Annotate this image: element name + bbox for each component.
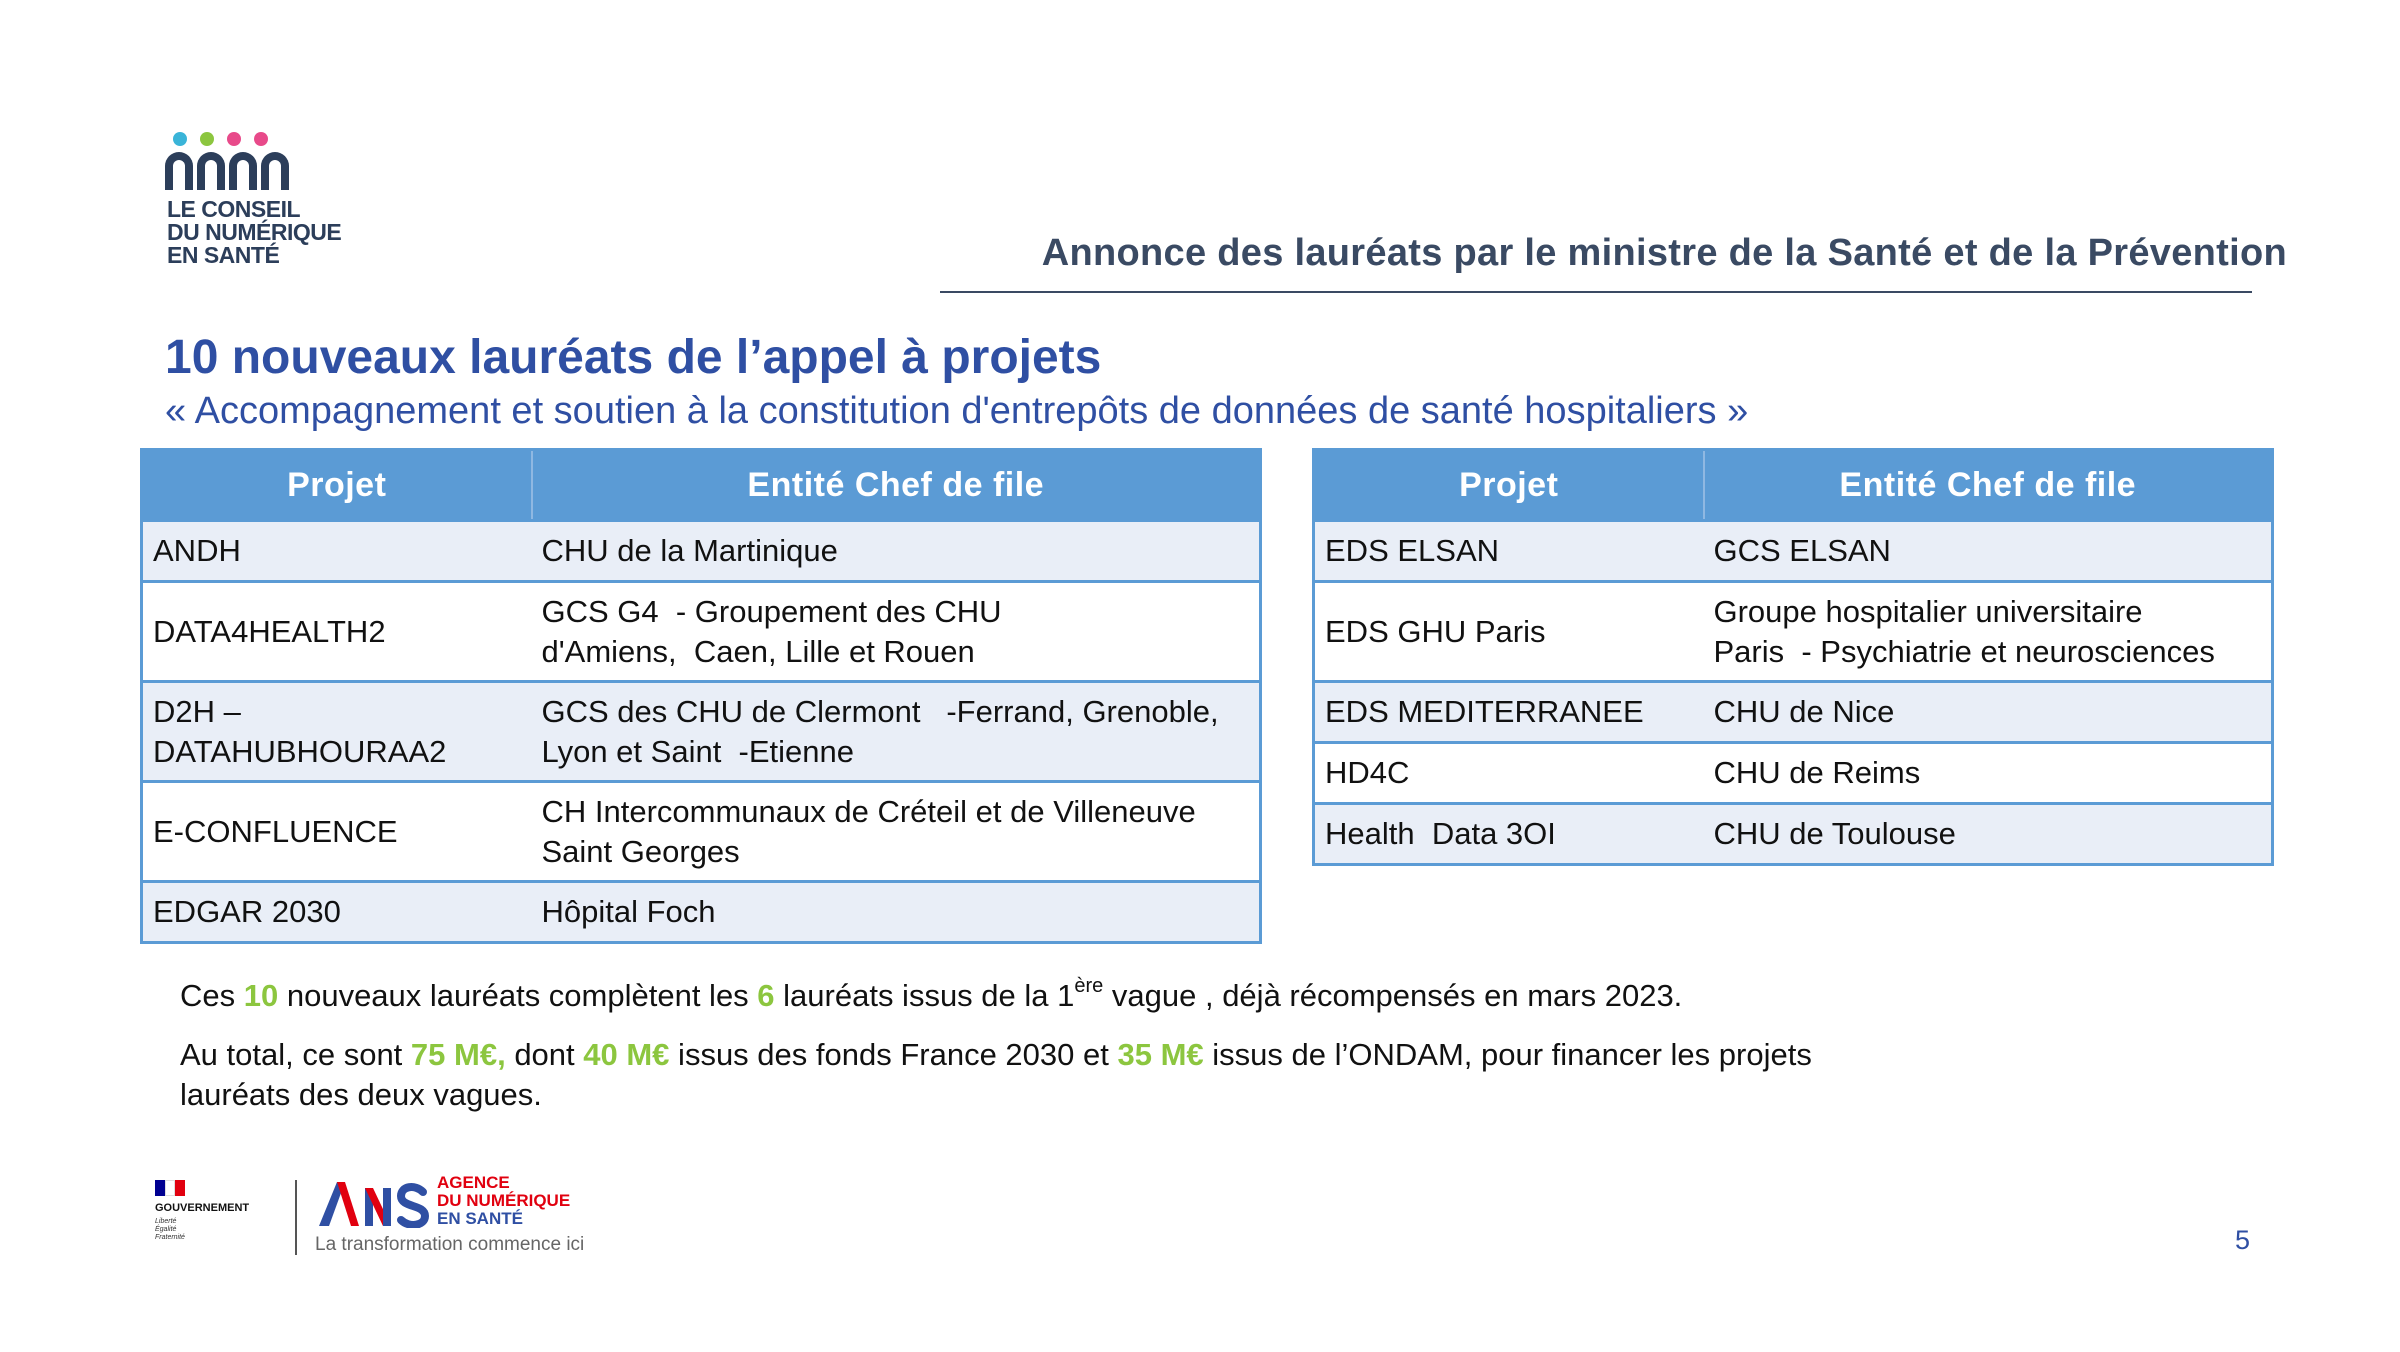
cell-projet: E-CONFLUENCE xyxy=(142,782,532,882)
cell-projet: DATA4HEALTH2 xyxy=(142,582,532,682)
logo-dot xyxy=(200,132,214,146)
gouvernement-logo: GOUVERNEMENT Liberté Égalité Fraternité xyxy=(155,1180,265,1250)
table-row xyxy=(1314,582,2273,682)
cell-entite: Groupe hospitalier universitaire Paris - Psychiatrie et neurosciences xyxy=(1704,582,2273,682)
cell-entite: CHU de Nice xyxy=(1704,682,2273,743)
table-row xyxy=(142,782,1261,882)
french-flag-icon xyxy=(155,1180,185,1196)
cell-projet: EDS GHU Paris xyxy=(1314,582,1704,682)
conseil-numerique-logo xyxy=(165,132,395,272)
cell-entite: CHU de Toulouse xyxy=(1704,804,2273,865)
logo-wordmark: LE CONSEIL DU NUMÉRIQUE EN SANTÉ xyxy=(167,196,342,268)
amount-highlight: 75 M€, xyxy=(410,1037,506,1072)
cell-projet: EDS MEDITERRANEE xyxy=(1314,682,1704,743)
logo-dot xyxy=(254,132,268,146)
column-header-projet: Projet xyxy=(1314,450,1704,521)
note-funding: Au total, ce sont 75 M€, dont 40 M€ issus des fonds France 2030 et 35 M€ issus de l’ONDAM, pour financer les projets lauréats des deux vagues. xyxy=(180,1037,1812,1112)
cell-entite: CH Intercommunaux de Créteil et de Villeneuve Saint Georges xyxy=(532,782,1261,882)
table-row xyxy=(1314,804,2273,865)
page-title: 10 nouveaux lauréats de l’appel à projets xyxy=(165,331,1102,384)
cell-projet: Health Data 3OI xyxy=(1314,804,1704,865)
cell-entite: Hôpital Foch xyxy=(532,882,1261,943)
cell-entite: GCS des CHU de Clermont -Ferrand, Grenoble, Lyon et Saint -Etienne xyxy=(532,682,1261,782)
count-highlight: 6 xyxy=(757,978,775,1013)
amount-highlight: 35 M€ xyxy=(1117,1037,1204,1072)
ans-logo xyxy=(315,1172,595,1262)
footer-logo-divider xyxy=(295,1180,297,1255)
cell-projet: D2H – DATAHUBHOURAA2 xyxy=(142,682,532,782)
cell-projet: EDS ELSAN xyxy=(1314,521,1704,582)
amount-highlight: 40 M€ xyxy=(583,1037,670,1072)
cell-entite: CHU de Reims xyxy=(1704,743,2273,804)
table-row xyxy=(142,882,1261,943)
table-header-row xyxy=(1314,450,2273,521)
header-title: Annonce des lauréats par le ministre de la Santé et de la Prévention xyxy=(1041,232,2287,274)
note-completion: Ces 10 nouveaux lauréats complètent les 6 lauréats issus de la 1ère vague , déjà récompensés en mars 2023. xyxy=(180,975,1683,1013)
table-row xyxy=(142,521,1261,582)
cell-entite: CHU de la Martinique xyxy=(532,521,1261,582)
cell-projet: HD4C xyxy=(1314,743,1704,804)
ans-mark-icon xyxy=(315,1178,433,1228)
ans-tagline: La transformation commence ici xyxy=(315,1234,585,1255)
laureats-table-right xyxy=(1312,448,2274,866)
table-row xyxy=(142,682,1261,782)
column-header-entite: Entité Chef de file xyxy=(1704,450,2273,521)
cell-projet: ANDH xyxy=(142,521,532,582)
table-row xyxy=(1314,743,2273,804)
table-row xyxy=(142,582,1261,682)
page-number: 5 xyxy=(2234,1225,2250,1255)
cell-projet: EDGAR 2030 xyxy=(142,882,532,943)
laureats-table-left xyxy=(140,448,1262,944)
table-row xyxy=(1314,682,2273,743)
count-highlight: 10 xyxy=(243,978,279,1013)
page-subtitle: « Accompagnement et soutien à la constitution d'entrepôts de données de santé hospitaliers » xyxy=(165,390,1749,432)
logo-dot xyxy=(173,132,187,146)
ans-wordmark: AGENCE DU NUMÉRIQUE EN SANTÉ xyxy=(437,1173,571,1228)
cell-entite: GCS G4 - Groupement des CHU d'Amiens, Caen, Lille et Rouen xyxy=(532,582,1261,682)
column-header-entite: Entité Chef de file xyxy=(532,450,1261,521)
header-divider xyxy=(940,291,2252,293)
table-header-row xyxy=(142,450,1261,521)
cell-entite: GCS ELSAN xyxy=(1704,521,2273,582)
table-row xyxy=(1314,521,2273,582)
logo-dot xyxy=(227,132,241,146)
column-header-projet: Projet xyxy=(142,450,532,521)
